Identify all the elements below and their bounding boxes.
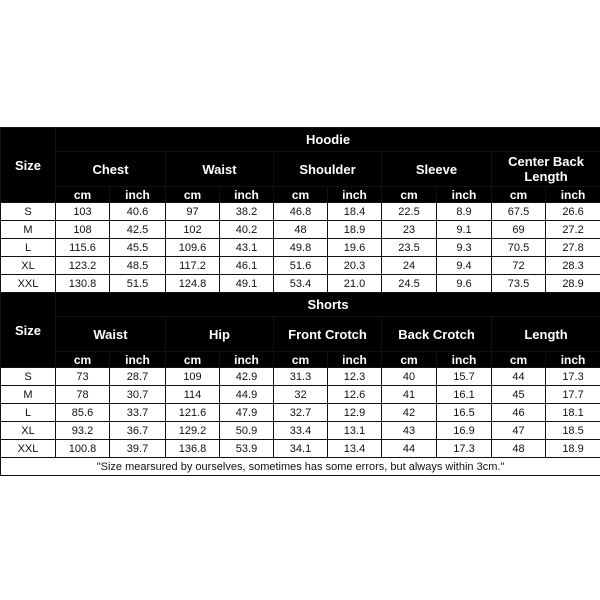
inch-value-cell: 18.1 — [546, 404, 600, 422]
size-label-cell: L — [1, 404, 56, 422]
unit-cm-header: cm — [56, 187, 110, 203]
cm-value-cell: 70.5 — [492, 239, 546, 257]
unit-cm-header: cm — [492, 187, 546, 203]
shorts-measure-header: Hip — [166, 317, 274, 352]
cm-value-cell: 51.6 — [274, 257, 328, 275]
hoodie-measure-header: Sleeve — [382, 152, 492, 187]
size-label-cell: XXL — [1, 275, 56, 293]
cm-value-cell: 121.6 — [166, 404, 220, 422]
cm-value-cell: 44 — [382, 440, 437, 458]
size-label-cell: M — [1, 386, 56, 404]
table-row — [1, 368, 600, 386]
inch-value-cell: 27.2 — [546, 221, 600, 239]
inch-value-cell: 53.9 — [220, 440, 274, 458]
unit-inch-header: inch — [110, 187, 166, 203]
inch-value-cell: 50.9 — [220, 422, 274, 440]
cm-value-cell: 32.7 — [274, 404, 328, 422]
shorts-measure-header: Back Crotch — [382, 317, 492, 352]
table-row — [1, 422, 600, 440]
cm-value-cell: 117.2 — [166, 257, 220, 275]
inch-value-cell: 45.5 — [110, 239, 166, 257]
unit-cm-header: cm — [274, 187, 328, 203]
inch-value-cell: 40.2 — [220, 221, 274, 239]
unit-cm-header: cm — [382, 352, 437, 368]
cm-value-cell: 124.8 — [166, 275, 220, 293]
shorts-measure-header: Length — [492, 317, 600, 352]
cm-value-cell: 102 — [166, 221, 220, 239]
inch-value-cell: 17.3 — [437, 440, 492, 458]
inch-value-cell: 39.7 — [110, 440, 166, 458]
cm-value-cell: 93.2 — [56, 422, 110, 440]
cm-value-cell: 78 — [56, 386, 110, 404]
size-chart-table — [0, 127, 600, 476]
inch-value-cell: 20.3 — [328, 257, 382, 275]
unit-cm-header: cm — [166, 352, 220, 368]
inch-value-cell: 9.1 — [437, 221, 492, 239]
inch-value-cell: 30.7 — [110, 386, 166, 404]
cm-value-cell: 108 — [56, 221, 110, 239]
hoodie-size-header: Size — [1, 128, 56, 203]
hoodie-measure-header: Waist — [166, 152, 274, 187]
cm-value-cell: 22.5 — [382, 203, 437, 221]
size-label-cell: S — [1, 203, 56, 221]
inch-value-cell: 17.7 — [546, 386, 600, 404]
inch-value-cell: 42.9 — [220, 368, 274, 386]
unit-inch-header: inch — [437, 352, 492, 368]
cm-value-cell: 24 — [382, 257, 437, 275]
inch-value-cell: 16.5 — [437, 404, 492, 422]
cm-value-cell: 69 — [492, 221, 546, 239]
inch-value-cell: 27.8 — [546, 239, 600, 257]
unit-inch-header: inch — [546, 352, 600, 368]
shorts-section — [1, 293, 600, 458]
cm-value-cell: 44 — [492, 368, 546, 386]
inch-value-cell: 38.2 — [220, 203, 274, 221]
inch-value-cell: 26.6 — [546, 203, 600, 221]
cm-value-cell: 53.4 — [274, 275, 328, 293]
inch-value-cell: 51.5 — [110, 275, 166, 293]
shorts-measure-header: Front Crotch — [274, 317, 382, 352]
inch-value-cell: 9.3 — [437, 239, 492, 257]
cm-value-cell: 47 — [492, 422, 546, 440]
unit-cm-header: cm — [166, 187, 220, 203]
unit-inch-header: inch — [220, 187, 274, 203]
inch-value-cell: 44.9 — [220, 386, 274, 404]
inch-value-cell: 40.6 — [110, 203, 166, 221]
footnote-section — [1, 458, 600, 476]
table-row — [1, 386, 600, 404]
cm-value-cell: 34.1 — [274, 440, 328, 458]
cm-value-cell: 85.6 — [56, 404, 110, 422]
cm-value-cell: 33.4 — [274, 422, 328, 440]
table-row — [1, 221, 600, 239]
inch-value-cell: 19.6 — [328, 239, 382, 257]
inch-value-cell: 33.7 — [110, 404, 166, 422]
cm-value-cell: 46.8 — [274, 203, 328, 221]
shorts-measure-header: Waist — [56, 317, 166, 352]
inch-value-cell: 21.0 — [328, 275, 382, 293]
inch-value-cell: 9.6 — [437, 275, 492, 293]
inch-value-cell: 18.9 — [546, 440, 600, 458]
unit-inch-header: inch — [110, 352, 166, 368]
size-label-cell: XL — [1, 257, 56, 275]
size-label-cell: S — [1, 368, 56, 386]
hoodie-measure-header: Chest — [56, 152, 166, 187]
hoodie-section — [1, 128, 600, 293]
inch-value-cell: 48.5 — [110, 257, 166, 275]
table-row — [1, 257, 600, 275]
cm-value-cell: 73 — [56, 368, 110, 386]
cm-value-cell: 42 — [382, 404, 437, 422]
inch-value-cell: 12.9 — [328, 404, 382, 422]
hoodie-measure-header: Center Back Length — [492, 152, 600, 187]
cm-value-cell: 123.2 — [56, 257, 110, 275]
inch-value-cell: 9.4 — [437, 257, 492, 275]
inch-value-cell: 46.1 — [220, 257, 274, 275]
cm-value-cell: 23.5 — [382, 239, 437, 257]
inch-value-cell: 15.7 — [437, 368, 492, 386]
footnote: "Size mearsured by ourselves, sometimes has some errors, but always within 3cm." — [1, 458, 600, 476]
inch-value-cell: 36.7 — [110, 422, 166, 440]
inch-value-cell: 12.6 — [328, 386, 382, 404]
cm-value-cell: 129.2 — [166, 422, 220, 440]
unit-cm-header: cm — [382, 187, 437, 203]
table-row — [1, 440, 600, 458]
size-chart — [0, 127, 600, 476]
size-label-cell: XXL — [1, 440, 56, 458]
cm-value-cell: 73.5 — [492, 275, 546, 293]
unit-cm-header: cm — [56, 352, 110, 368]
cm-value-cell: 24.5 — [382, 275, 437, 293]
cm-value-cell: 136.8 — [166, 440, 220, 458]
cm-value-cell: 72 — [492, 257, 546, 275]
cm-value-cell: 32 — [274, 386, 328, 404]
hoodie-title: Hoodie — [56, 128, 600, 152]
inch-value-cell: 42.5 — [110, 221, 166, 239]
cm-value-cell: 67.5 — [492, 203, 546, 221]
cm-value-cell: 100.8 — [56, 440, 110, 458]
inch-value-cell: 16.9 — [437, 422, 492, 440]
cm-value-cell: 23 — [382, 221, 437, 239]
cm-value-cell: 41 — [382, 386, 437, 404]
size-label-cell: M — [1, 221, 56, 239]
cm-value-cell: 49.8 — [274, 239, 328, 257]
table-row — [1, 239, 600, 257]
cm-value-cell: 130.8 — [56, 275, 110, 293]
shorts-size-header: Size — [1, 293, 56, 368]
cm-value-cell: 46 — [492, 404, 546, 422]
unit-inch-header: inch — [220, 352, 274, 368]
cm-value-cell: 115.6 — [56, 239, 110, 257]
cm-value-cell: 31.3 — [274, 368, 328, 386]
table-row — [1, 203, 600, 221]
size-label-cell: XL — [1, 422, 56, 440]
table-row — [1, 275, 600, 293]
cm-value-cell: 109 — [166, 368, 220, 386]
inch-value-cell: 13.1 — [328, 422, 382, 440]
unit-inch-header: inch — [546, 187, 600, 203]
cm-value-cell: 43 — [382, 422, 437, 440]
inch-value-cell: 28.7 — [110, 368, 166, 386]
unit-cm-header: cm — [492, 352, 546, 368]
cm-value-cell: 48 — [492, 440, 546, 458]
inch-value-cell: 8.9 — [437, 203, 492, 221]
inch-value-cell: 47.9 — [220, 404, 274, 422]
inch-value-cell: 13.4 — [328, 440, 382, 458]
size-label-cell: L — [1, 239, 56, 257]
cm-value-cell: 103 — [56, 203, 110, 221]
cm-value-cell: 114 — [166, 386, 220, 404]
shorts-title: Shorts — [56, 293, 600, 317]
cm-value-cell: 97 — [166, 203, 220, 221]
inch-value-cell: 28.3 — [546, 257, 600, 275]
inch-value-cell: 18.4 — [328, 203, 382, 221]
cm-value-cell: 48 — [274, 221, 328, 239]
inch-value-cell: 18.9 — [328, 221, 382, 239]
inch-value-cell: 18.5 — [546, 422, 600, 440]
inch-value-cell: 28.9 — [546, 275, 600, 293]
hoodie-measure-header: Shoulder — [274, 152, 382, 187]
cm-value-cell: 45 — [492, 386, 546, 404]
cm-value-cell: 109.6 — [166, 239, 220, 257]
unit-inch-header: inch — [437, 187, 492, 203]
unit-cm-header: cm — [274, 352, 328, 368]
unit-inch-header: inch — [328, 187, 382, 203]
inch-value-cell: 49.1 — [220, 275, 274, 293]
inch-value-cell: 17.3 — [546, 368, 600, 386]
table-row — [1, 404, 600, 422]
inch-value-cell: 43.1 — [220, 239, 274, 257]
inch-value-cell: 16.1 — [437, 386, 492, 404]
cm-value-cell: 40 — [382, 368, 437, 386]
inch-value-cell: 12.3 — [328, 368, 382, 386]
unit-inch-header: inch — [328, 352, 382, 368]
